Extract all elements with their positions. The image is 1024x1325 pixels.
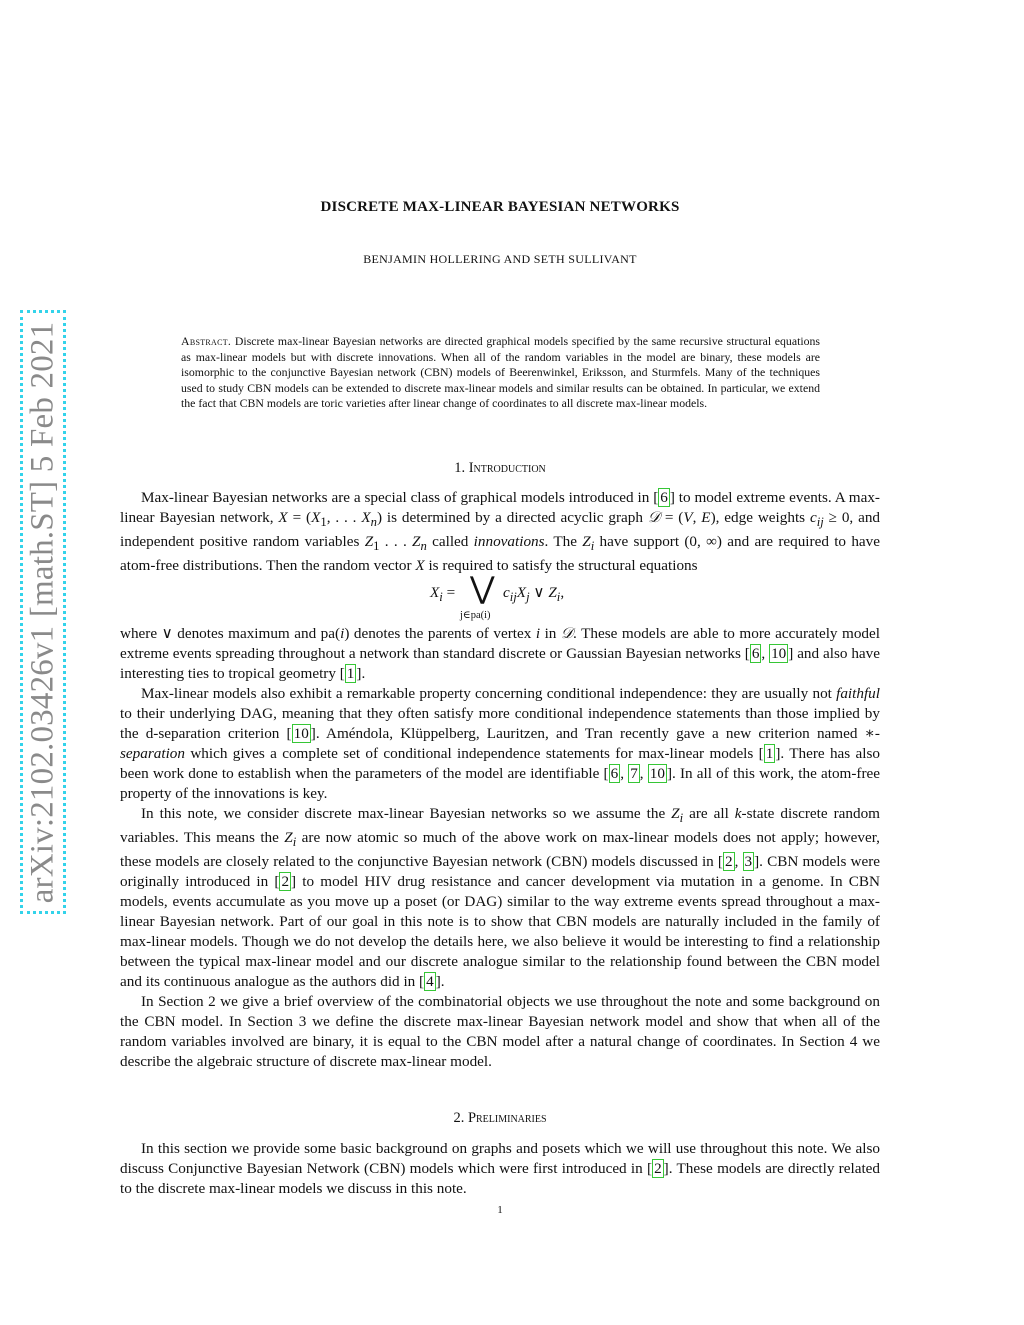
citation-link[interactable]: 1 bbox=[765, 745, 774, 763]
citation-link[interactable]: 6 bbox=[660, 489, 668, 506]
operator-subscript: j∈pa(i) bbox=[460, 610, 491, 622]
intro-paragraph-1: Max-linear Bayesian networks are a special class of graphical models introduced in [ 6 ] to model extreme events. A max-linear Bayesian network, $X = (X_1$, . . . $X_n$) is determined by a directed acyclic graph 𝒟 = (V, E), edge weights $c_{ij} \ge 0$, and independent positive random variables $Z_1$ . . . $Z_n$ called innovations. The $Z_i$ have support (0, ∞) and are required to have atom-free distributions. Then the random vector X is required to satisfy the structural equations bbox=[120, 489, 881, 575]
paper-title: DISCRETE MAX-LINEAR BAYESIAN NETWORKS bbox=[320, 199, 680, 215]
citation-link[interactable]: 10 bbox=[771, 645, 787, 663]
intro-paragraph-4: In this note, we consider discrete max-linear Bayesian networks so we assume the $Z_i$ are all k-state discrete random variables. This means the $Z_i$ are now atomic so much of the above work on max-linear models does not apply; however, these models are closely related to the conjunctive Bayesian network (CBN) models discussed in [ 2 , 3 ]. CBN models were originally introduced in [ 2 ] to model HIV drug resistance and cancer development via mutation in a genome. In CBN models, events accumulate as you move up a poset (or DAG) similar to the way extreme events spread throughout a max-linear Bayesian network. Part of our goal in this note is to show that CBN models are naturally included in the family of max-linear models. Though we do not develop the details here, we also believe it would be interesting to find a relationship between the typical max-linear model and our discrete analogue similar to the relationship found between the CBN model and its continuous analogue as the authors did in [ 4 ]. bbox=[120, 805, 881, 991]
section-heading-introduction bbox=[0, 460, 1000, 477]
abstract-label: Abstract. bbox=[181, 334, 232, 348]
big-vee-operator: ⋁ bbox=[470, 572, 495, 606]
prelim-paragraph-1: In this section we provide some basic background on graphs and posets which we will use throughout this note. We also discuss Conjunctive Bayesian Network (CBN) models which were first introduced in [ 2 ]. These models are directly related to the discrete max-linear models we discuss in this note. bbox=[120, 1140, 880, 1197]
arxiv-identifier: arXiv:2102.03426v1 [math.ST] 5 Feb 2021 bbox=[24, 321, 61, 903]
citation-link[interactable]: 10 bbox=[293, 725, 309, 743]
equation-lhs: $X_i$ = bbox=[430, 584, 456, 605]
section-heading-preliminaries bbox=[0, 1110, 1000, 1127]
citation-link[interactable]: 2 bbox=[654, 1160, 662, 1177]
abstract-text: Discrete max-linear Bayesian networks are directed graphical models specified by the same recursive structural equations as max-linear models but with discrete innovations. When all of the random variables in the model are binary, these models are isomorphic to the conjunctive Bayesian network (CBN) models of Beerenwinkel, Eriksson, and Sturmfels. Many of the techniques used to study CBN models can be extended to discrete max-linear models and similar results can be obtained. In particular, we extend the fact that CBN models are toric varieties after linear change of coordinates to all discrete max-linear models. bbox=[181, 334, 821, 411]
equation-rhs: $c_{ij}X_j$ ∨ $Z_i$, bbox=[503, 584, 565, 605]
citation-link[interactable]: 7 bbox=[630, 765, 638, 783]
preliminaries-body bbox=[120, 1139, 880, 1199]
citation-link[interactable]: 4 bbox=[426, 973, 434, 991]
section-title: Introduction bbox=[468, 460, 546, 476]
intro-paragraph-5: In Section 2 we give a brief overview of the combinatorial objects we use throughout the note and some background on the CBN model. In Section 3 we define the discrete max-linear Bayesian network model and show that when all of the random variables involved are binary, it is equal to the CBN model after a natural change of coordinates. In Section 4 we describe the algebraic structure of discrete max-linear model. bbox=[120, 993, 880, 1071]
citation-link[interactable]: 3 bbox=[744, 853, 753, 871]
section-number: 2. bbox=[453, 1110, 465, 1126]
citation-link[interactable]: 2 bbox=[281, 873, 290, 891]
introduction-body bbox=[120, 488, 880, 1072]
citation-link[interactable]: 10 bbox=[649, 765, 665, 783]
abstract bbox=[181, 334, 820, 412]
intro-paragraph-2: where ∨ denotes maximum and pa(i) denotes the parents of vertex i in 𝒟. These models are able to more accurately model extreme events spreading throughout a network than standard discrete or Gaussian Bayesian networks [ 6 , 10 ] and also have interesting ties to tropical geometry [ 1 ]. bbox=[120, 625, 881, 683]
arxiv-sidebar bbox=[20, 310, 66, 914]
paper-authors: BENJAMIN HOLLERING AND SETH SULLIVANT bbox=[363, 252, 637, 266]
citation-link[interactable]: 1 bbox=[346, 665, 355, 683]
structural-equation bbox=[120, 572, 880, 624]
intro-paragraph-3: Max-linear models also exhibit a remarkable property concerning conditional independence: they are usually not faithful to their underlying DAG, meaning that they often satisfy more conditional independence statements than those implied by the d-separation criterion [ 10 ]. Améndola, Klüppelberg, Lauritzen, and Tran recently gave a new criterion named ∗-separation which gives a complete set of conditional independence statements for max-linear models [ 1 ]. There has also been work done to establish when the parameters of the model are identifiable [ 6 , 7 , 10 ]. In all of this work, the atom-free property of the innovations is key. bbox=[120, 685, 881, 803]
citation-link[interactable]: 6 bbox=[610, 765, 619, 783]
page-number: 1 bbox=[497, 1204, 503, 1216]
citation-link[interactable]: 6 bbox=[751, 645, 760, 663]
citation-link[interactable]: 2 bbox=[724, 853, 733, 871]
section-number: 1. bbox=[454, 460, 466, 476]
section-title: Preliminaries bbox=[467, 1110, 547, 1126]
